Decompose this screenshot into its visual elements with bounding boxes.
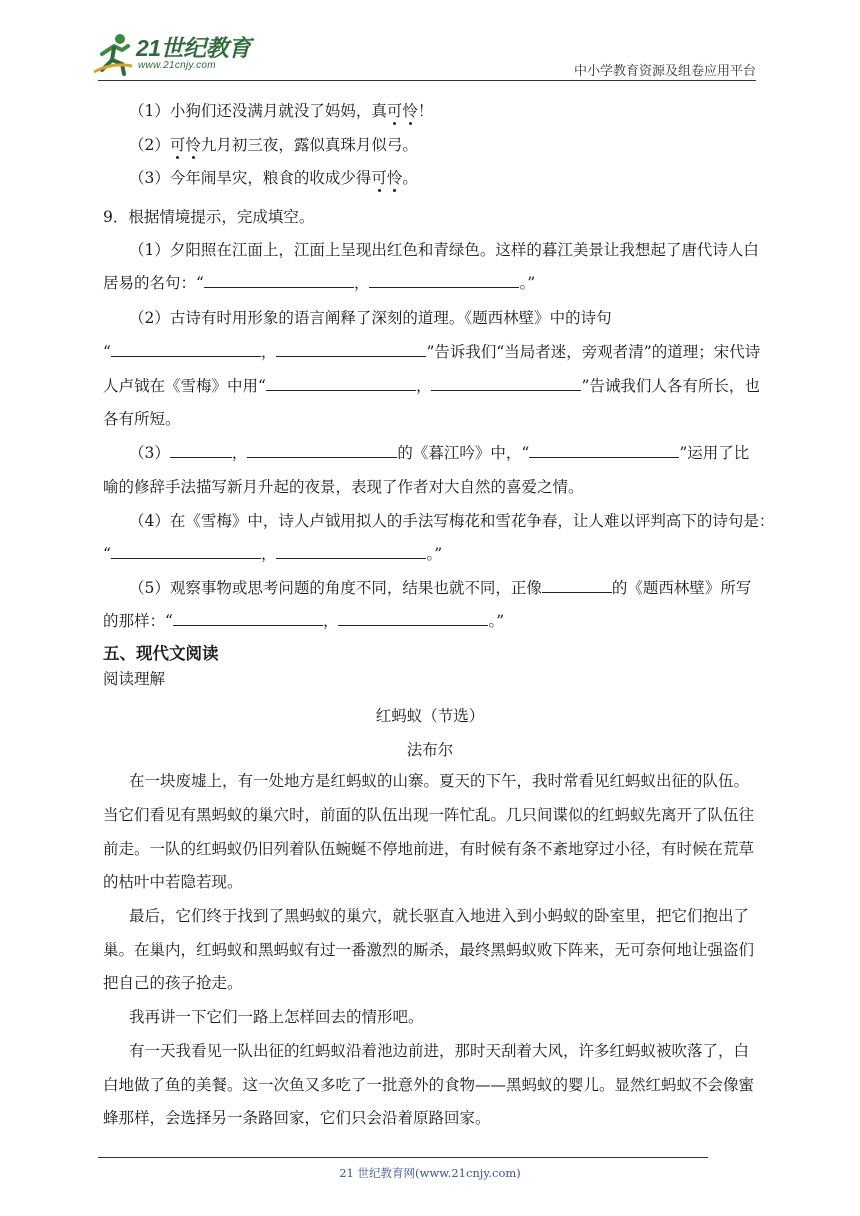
q9-p5-line1: （5）观察事物或思考问题的角度不同，结果也就不同，正像 的《题西林壁》所写 <box>129 579 752 597</box>
q9-p2-line4: 各有所短。 <box>103 410 181 428</box>
emphasis-dot-char: 可 <box>386 102 403 120</box>
answer-blank[interactable] <box>111 544 261 559</box>
q9-p4-line1: （4）在《雪梅》中，诗人卢钺用拟人的手法写梅花和雪花争春，让人难以评判高下的诗句是： <box>129 512 775 530</box>
logo-url-text: www.21cnjy.com <box>138 60 216 71</box>
article-line: 当它们看见有黑蚂蚁的巢穴时，前面的队伍出现一阵忙乱。几只间谍似的红蚂蚁先离开了队伍往 <box>103 806 755 824</box>
emphasis-dot-char: 怜 <box>185 136 201 154</box>
article-line: 有一天我看见一队出征的红蚂蚁沿着池边前进，那时天刮着大风，许多红蚂蚁被吹落了，白 <box>129 1042 750 1060</box>
emphasis-dot-char: 可 <box>371 169 387 187</box>
answer-blank[interactable] <box>247 443 397 458</box>
article-line: 蜂那样，会选择另一条路回家，它们只会沿着原路回家。 <box>103 1109 491 1127</box>
answer-blank[interactable] <box>170 443 232 458</box>
section-heading: 五、现代文阅读 <box>103 644 219 663</box>
q9-p1-line1: （1）夕阳照在江面上，江面上呈现出红色和青绿色。这样的暮江美景让我想起了唐代诗人白 <box>129 241 759 259</box>
article-line: 在一块废墟上，有一处地方是红蚂蚁的山寨。夏天的下午，我时常看见红蚂蚁出征的队伍。 <box>129 772 750 790</box>
emphasis-dot-char: 怜 <box>386 169 403 187</box>
article-line: 最后，它们终于找到了黑蚂蚁的巢穴，就长驱直入地进入到小蚂蚁的卧室里，把它们抱出了 <box>129 907 750 925</box>
header-divider <box>98 80 756 81</box>
q9-p1-line2: 居易的名句：“ ， 。” <box>103 274 536 292</box>
article-line: 我再讲一下它们一路上怎样回去的情形吧。 <box>129 1008 424 1026</box>
q9-p2-line2: “ ， ”告诉我们“当局者迷，旁观者清”的道理；宋代诗 <box>103 343 761 361</box>
answer-blank[interactable] <box>542 578 612 593</box>
q9-p4-line2: “ ， 。” <box>103 545 443 563</box>
article-line: 巢。在巢内，红蚂蚁和黑蚂蚁有过一番激烈的厮杀，最终黑蚂蚁败下阵来，无可奈何地让强盗们 <box>103 941 755 959</box>
answer-blank[interactable] <box>111 342 261 357</box>
page-header <box>0 0 860 90</box>
emphasis-dot-char: 可 <box>169 136 186 154</box>
article-title: 红蚂蚁（节选） <box>375 707 485 725</box>
section-subtitle: 阅读理解 <box>103 670 166 688</box>
answer-blank[interactable] <box>276 544 426 559</box>
answer-blank[interactable] <box>204 273 354 288</box>
site-logo <box>92 30 262 82</box>
q9-p3-line1: （3） ， 的《暮江吟》中，“ ”运用了比 <box>129 444 750 462</box>
q9-p2-line3: 人卢钺在《雪梅》中用“ ， ”告诫我们人各有所长，也 <box>103 377 760 395</box>
answer-blank[interactable] <box>266 376 416 391</box>
runner-logo-icon <box>92 32 136 76</box>
article-line: 白地做了鱼的美餐。这一次鱼又多吃了一批意外的食物——黑蚂蚁的婴儿。显然红蚂蚁不会像蜜 <box>103 1076 755 1094</box>
q9-p5-line2: 的那样：“ ， 。” <box>103 612 505 630</box>
footer-divider <box>98 1157 708 1158</box>
q8-item-2: （2）可怜九月初三夜，露似真珠月似弓。 <box>129 136 418 154</box>
article-line: 把自己的孩子抢走。 <box>103 974 243 992</box>
q9-stem: 9．根据情境提示，完成填空。 <box>103 208 315 226</box>
answer-blank[interactable] <box>276 342 426 357</box>
emphasis-dot-char: 怜 <box>402 102 418 120</box>
answer-blank[interactable] <box>369 273 519 288</box>
q8-item-3: （3）今年闹旱灾，粮食的收成少得可怜。 <box>129 169 418 187</box>
article-author: 法布尔 <box>406 741 454 759</box>
q9-p3-line2: 喻的修辞手法描写新月升起的夜景，表现了作者对大自然的喜爱之情。 <box>103 478 584 496</box>
footer-text: 21 世纪教育网(www.21cnjy.com) <box>339 1166 521 1180</box>
q8-item-1: （1）小狗们还没满月就没了妈妈，真可怜！ <box>129 102 434 120</box>
answer-blank[interactable] <box>338 611 488 626</box>
article-line: 前走。一队的红蚂蚁仍旧列着队伍蜿蜒不停地前进，有时候有条不紊地穿过小径，有时候在荒草 <box>103 840 755 858</box>
article-line: 的枯叶中若隐若现。 <box>103 873 243 891</box>
logo-text: 21世纪教育 <box>136 35 251 61</box>
answer-blank[interactable] <box>529 443 679 458</box>
header-tagline: 中小学教育资源及组卷应用平台 <box>573 64 756 79</box>
answer-blank[interactable] <box>431 376 581 391</box>
answer-blank[interactable] <box>173 611 323 626</box>
q9-p2-line1: （2）古诗有时用形象的语言阐释了深刻的道理。《题西林壁》中的诗句 <box>129 309 612 327</box>
